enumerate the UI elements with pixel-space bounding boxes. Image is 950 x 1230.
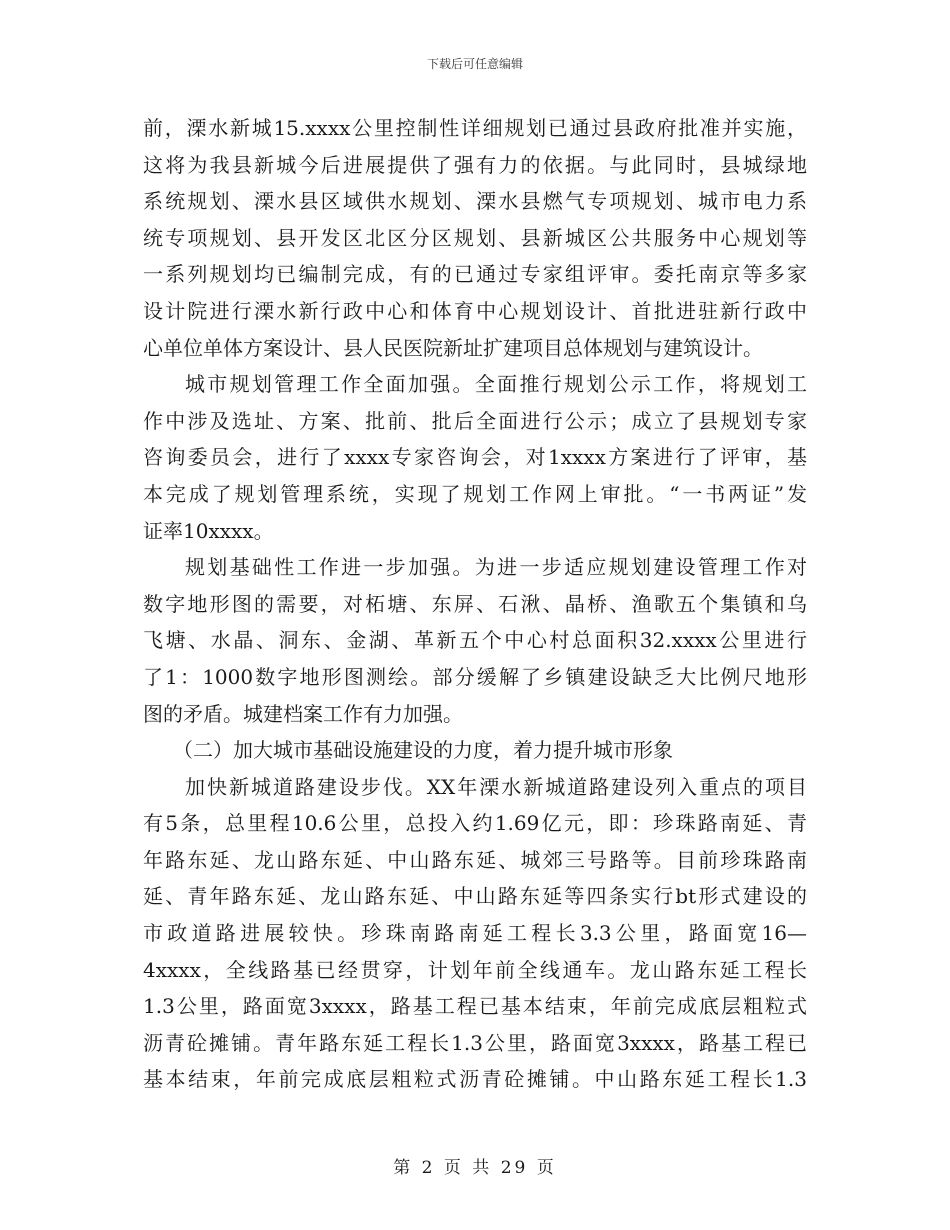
text-line: 年路东延、龙山路东延、中山路东延、城郊三号路等。目前珍珠路南 bbox=[143, 847, 807, 872]
text-line: 一系列规划均已编制完成，有的已通过专家组评审。委托南京等多家 bbox=[143, 262, 807, 287]
text-line: 市政道路进展较快。珍珠南路南延工程长3.3公里，路面宽16— bbox=[143, 921, 807, 946]
text-line: 系统规划、溧水县区域供水规划、溧水县燃气专项规划、城市电力系 bbox=[143, 189, 807, 214]
text-line: 沥青砼摊铺。青年路东延工程长1.3公里，路面宽3xxxx，路基工程已 bbox=[143, 1030, 807, 1055]
text-line: 这将为我县新城今后进展提供了强有力的依据。与此同时，县城绿地 bbox=[143, 152, 807, 177]
text-line: 1.3公里，路面宽3xxxx，路基工程已基本结束，年前完成底层粗粒式 bbox=[143, 994, 807, 1019]
text-line: 飞塘、水晶、洞东、金湖、革新五个中心村总面积32.xxxx公里进行 bbox=[143, 628, 807, 653]
section-heading: （二）加大城市基础设施建设的力度，着力提升城市形象 bbox=[173, 738, 673, 763]
document-body bbox=[143, 110, 807, 1098]
text-line: 基本结束，年前完成底层粗粒式沥青砼摊铺。中山路东延工程长1.3 bbox=[143, 1067, 807, 1092]
text-line: 4xxxx，全线路基已经贯穿，计划年前全线通车。龙山路东延工程长 bbox=[143, 957, 807, 982]
text-line: 证率10xxxx。 bbox=[143, 518, 274, 543]
paragraph-start-line: 规划基础性工作进一步加强。为进一步适应规划建设管理工作对 bbox=[185, 555, 807, 580]
text-line: 设计院进行溧水新行政中心和体育中心规划设计、首批进驻新行政中 bbox=[143, 298, 807, 323]
text-line: 前，溧水新城15.xxxx公里控制性详细规划已通过县政府批准并实施， bbox=[143, 116, 807, 140]
paragraph-start-line: 加快新城道路建设步伐。XX年溧水新城道路建设列入重点的项目 bbox=[185, 774, 807, 799]
text-line: 延、青年路东延、龙山路东延、中山路东延等四条实行bt形式建设的 bbox=[143, 884, 807, 909]
text-line: 数字地形图的需要，对柘塘、东屏、石湫、晶桥、渔歌五个集镇和乌 bbox=[143, 591, 807, 616]
page-header: 下载后可任意编辑 bbox=[426, 57, 523, 71]
text-line: 图的矛盾。城建档案工作有力加强。 bbox=[143, 701, 463, 726]
text-line: 作中涉及选址、方案、批前、批后全面进行公示；成立了县规划专家 bbox=[143, 408, 807, 433]
text-line: 咨询委员会，进行了xxxx专家咨询会，对1xxxx方案进行了评审，基 bbox=[143, 445, 807, 470]
text-line: 本完成了规划管理系统，实现了规划工作网上审批。“一书两证”发 bbox=[143, 481, 807, 506]
text-line: 了1：1000数字地形图测绘。部分缓解了乡镇建设缺乏大比例尺地形 bbox=[143, 664, 807, 689]
text-line: 统专项规划、县开发区北区分区规划、县新城区公共服务中心规划等 bbox=[143, 225, 807, 250]
text-line: 有5条，总里程10.6公里，总投入约1.69亿元，即：珍珠路南延、青 bbox=[143, 811, 807, 836]
page-footer: 第 2 页 共 29 页 bbox=[393, 1158, 557, 1178]
text-line: 心单位单体方案设计、县人民医院新址扩建项目总体规划与建筑设计。 bbox=[143, 335, 763, 360]
paragraph-start-line: 城市规划管理工作全面加强。全面推行规划公示工作，将规划工 bbox=[185, 372, 807, 397]
